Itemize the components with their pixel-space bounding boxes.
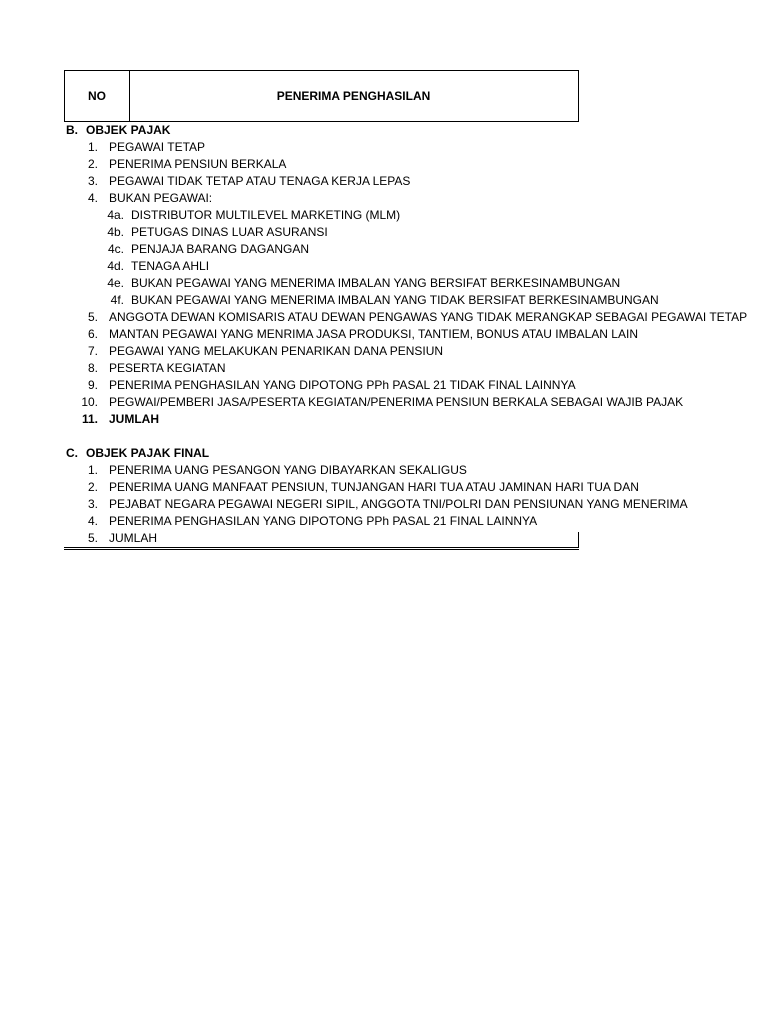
spacer	[64, 428, 579, 445]
list-item	[64, 496, 688, 513]
list-item	[64, 462, 579, 479]
list-item	[64, 156, 579, 173]
item-number: 9.	[87, 378, 98, 392]
item-text: PENERIMA PENGHASILAN YANG DIPOTONG PPh PASAL 21 FINAL LAINNYA	[109, 514, 538, 528]
bottom-double-rule	[64, 549, 579, 552]
item-text: PEGAWAI YANG MELAKUKAN PENARIKAN DANA PENSIUN	[109, 344, 444, 358]
item-number: 7.	[87, 344, 98, 358]
item-number: 4e.	[107, 276, 124, 290]
item-number: 3.	[87, 174, 98, 188]
list-item	[64, 394, 684, 411]
item-text: MANTAN PEGAWAI YANG MENRIMA JASA PRODUKSI, TANTIEM, BONUS ATAU IMBALAN LAIN	[109, 327, 638, 341]
item-number: 4.	[87, 514, 98, 528]
list-item	[64, 479, 639, 496]
list-item	[64, 173, 579, 190]
item-text: BUKAN PEGAWAI:	[109, 191, 213, 205]
list-item	[64, 326, 638, 343]
item-number: 1.	[87, 140, 98, 154]
item-text: PEJABAT NEGARA PEGAWAI NEGERI SIPIL, ANGGOTA TNI/POLRI DAN PENSIUNAN YANG MENERIMA	[109, 497, 688, 511]
header-no: NO	[65, 71, 130, 121]
item-number: 5.	[87, 531, 98, 545]
item-number: 4b.	[107, 225, 124, 239]
list-subitem	[64, 275, 621, 292]
item-text: PENERIMA PENGHASILAN YANG DIPOTONG PPh PASAL 21 TIDAK FINAL LAINNYA	[109, 378, 576, 392]
item-text: PESERTA KEGIATAN	[109, 361, 226, 375]
item-number: 3.	[87, 497, 98, 511]
section-b-heading	[64, 122, 579, 139]
item-text: BUKAN PEGAWAI YANG MENERIMA IMBALAN YANG TIDAK BERSIFAT BERKESINAMBUNGAN	[131, 293, 659, 307]
item-number: 2.	[87, 157, 98, 171]
item-text: BUKAN PEGAWAI YANG MENERIMA IMBALAN YANG BERSIFAT BERKESINAMBUNGAN	[131, 276, 621, 290]
item-text: PENJAJA BARANG DAGANGAN	[131, 242, 310, 256]
list-item	[64, 139, 579, 156]
section-code: B.	[66, 123, 78, 137]
item-number: 4a.	[107, 208, 124, 222]
item-number: 4f.	[110, 293, 124, 307]
item-number: 4c.	[107, 242, 124, 256]
list-item	[64, 377, 579, 394]
item-number: 4d.	[107, 259, 124, 273]
item-text: DISTRIBUTOR MULTILEVEL MARKETING (MLM)	[131, 208, 401, 222]
list-item	[64, 513, 579, 530]
header-penerima-penghasilan: PENERIMA PENGHASILAN	[276, 89, 431, 103]
tax-object-sheet	[64, 70, 748, 552]
list-subitem	[64, 207, 579, 224]
item-number: 6.	[87, 327, 98, 341]
item-number: 10.	[81, 395, 98, 409]
item-text: PENERIMA PENSIUN BERKALA	[109, 157, 287, 171]
item-number: 8.	[87, 361, 98, 375]
table-header	[64, 70, 579, 122]
item-text: TENAGA AHLI	[131, 259, 210, 273]
item-number: 2.	[87, 480, 98, 494]
list-item	[64, 343, 579, 360]
list-item	[64, 309, 748, 326]
item-text: PETUGAS DINAS LUAR ASURANSI	[131, 225, 328, 239]
section-c-heading	[64, 445, 579, 462]
item-text: PENERIMA UANG MANFAAT PENSIUN, TUNJANGAN HARI TUA ATAU JAMINAN HARI TUA DAN	[109, 480, 639, 494]
item-number: 5.	[87, 310, 98, 324]
list-subitem	[64, 258, 579, 275]
item-text: JUMLAH	[109, 412, 159, 426]
section-code: C.	[66, 446, 78, 460]
item-text: PEGAWAI TIDAK TETAP ATAU TENAGA KERJA LEPAS	[109, 174, 411, 188]
list-subitem	[64, 241, 579, 258]
list-item	[64, 360, 579, 377]
total-row	[64, 530, 579, 548]
section-title: OBJEK PAJAK	[86, 123, 171, 137]
list-subitem	[64, 292, 659, 309]
item-number: 11.	[81, 412, 98, 426]
list-subitem	[64, 224, 579, 241]
item-text: PEGAWAI TETAP	[109, 140, 206, 154]
total-row	[64, 411, 579, 428]
item-text: PEGWAI/PEMBERI JASA/PESERTA KEGIATAN/PENERIMA PENSIUN BERKALA SEBAGAI WAJIB PAJAK	[109, 395, 684, 409]
item-text: JUMLAH	[109, 531, 158, 545]
list-item	[64, 190, 579, 207]
item-number: 4.	[87, 191, 98, 205]
section-title: OBJEK PAJAK FINAL	[86, 446, 210, 460]
item-text: PENERIMA UANG PESANGON YANG DIBAYARKAN SEKALIGUS	[109, 463, 467, 477]
item-number: 1.	[87, 463, 98, 477]
item-text: ANGGOTA DEWAN KOMISARIS ATAU DEWAN PENGAWAS YANG TIDAK MERANGKAP SEBAGAI PEGAWAI TETAP	[109, 310, 748, 324]
